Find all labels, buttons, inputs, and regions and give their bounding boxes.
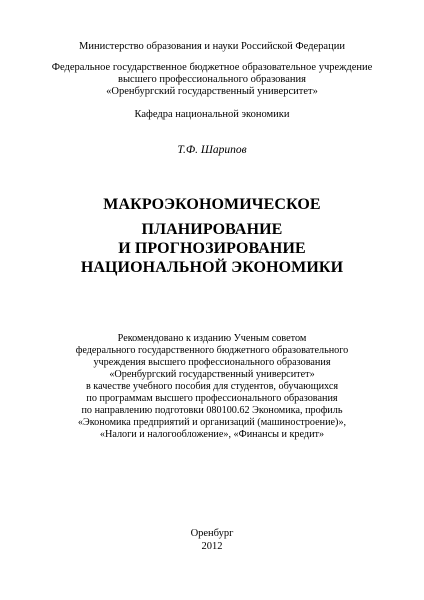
title-line-1: МАКРОЭКОНОМИЧЕСКОЕ [103,196,321,213]
recommendation-line-2: федерального государственного бюджетного образовательного [75,345,349,356]
institution-line-2: высшего профессионального образования [118,74,306,85]
recommendation-line-4: «Оренбургский государственный университет» [109,369,315,380]
title-line-4: НАЦИОНАЛЬНОЙ ЭКОНОМИКИ [80,259,344,276]
publication-city: Оренбург [190,528,234,539]
recommendation-line-9: «Налоги и налогообложение», «Финансы и кредит» [99,429,325,440]
publication-year: 2012 [201,541,223,552]
recommendation-line-7: по направлению подготовки 080100.62 Экономика, профиль [81,405,343,416]
title-line-2: ПЛАНИРОВАНИЕ [141,221,283,238]
recommendation-line-8: «Экономика предприятий и организаций (машиностроение)», [77,417,347,428]
recommendation-line-6: по программам высшего профессионального образования [86,393,338,404]
recommendation-line-5: в качестве учебного пособия для студентов, обучающихся [85,381,339,392]
ministry-line: Министерство образования и науки Российской Федерации [79,41,345,52]
title-line-3: И ПРОГНОЗИРОВАНИЕ [118,240,306,257]
institution-line-1: Федеральное государственное бюджетное образовательное учреждение [51,62,373,73]
department-line: Кафедра национальной экономики [134,109,290,120]
author-name: Т.Ф. Шарипов [177,144,247,156]
recommendation-line-1: Рекомендовано к изданию Ученым советом [117,333,307,344]
recommendation-line-3: учреждения высшего профессионального образования [93,357,331,368]
institution-line-3: «Оренбургский государственный университет» [106,86,318,97]
